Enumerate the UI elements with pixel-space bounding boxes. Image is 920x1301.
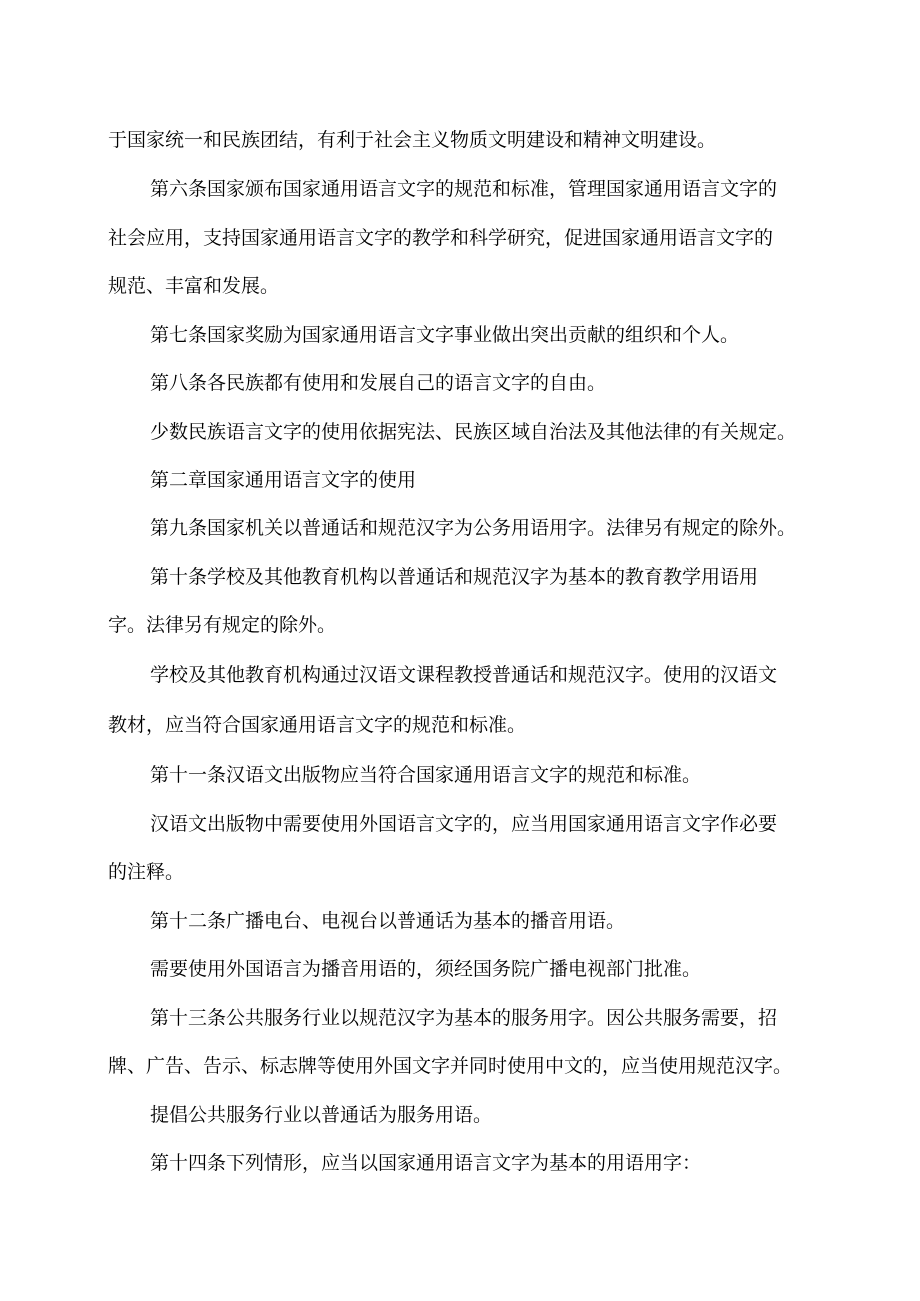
text-line: 第十四条下列情形，应当以国家通用语言文字为基本的用语用字：	[150, 1152, 702, 1174]
text-line: 规范、丰富和发展。	[108, 275, 280, 297]
text-line: 第十三条公共服务行业以规范汉字为基本的服务用字。因公共服务需要，招	[150, 1007, 778, 1029]
text-line: 第十二条广播电台、电视台以普通话为基本的播音用语。	[150, 910, 626, 932]
text-line: 牌、广告、告示、标志牌等使用外国文字并同时使用中文的，应当使用规范汉字。	[108, 1055, 793, 1077]
chapter-heading: 第二章国家通用语言文字的使用	[150, 469, 417, 491]
text-line: 第七条国家奖励为国家通用语言文字事业做出突出贡献的组织和个人。	[150, 324, 740, 346]
text-line: 第十一条汉语文出版物应当符合国家通用语言文字的规范和标准。	[150, 764, 702, 786]
text-line: 于国家统一和民族团结，有利于社会主义物质文明建设和精神文明建设。	[108, 129, 717, 151]
text-line: 汉语文出版物中需要使用外国语言文字的，应当用国家通用语言文字作必要	[150, 813, 778, 835]
text-line: 第八条各民族都有使用和发展自己的语言文字的自由。	[150, 372, 607, 394]
text-line: 需要使用外国语言为播音用语的，须经国务院广播电视部门批准。	[150, 958, 702, 980]
text-line: 第六条国家颁布国家通用语言文字的规范和标准，管理国家通用语言文字的	[150, 178, 778, 200]
text-line: 社会应用，支持国家通用语言文字的教学和科学研究，促进国家通用语言文字的	[108, 227, 774, 249]
text-line: 字。法律另有规定的除外。	[108, 614, 337, 636]
text-line: 第九条国家机关以普通话和规范汉字为公务用语用字。法律另有规定的除外。	[150, 517, 797, 539]
text-line: 的注释。	[108, 861, 185, 883]
text-line: 第十条学校及其他教育机构以普通话和规范汉字为基本的教育教学用语用	[150, 566, 759, 588]
text-line: 学校及其他教育机构通过汉语文课程教授普通话和规范汉字。使用的汉语文	[150, 664, 778, 686]
text-line: 少数民族语言文字的使用依据宪法、民族区域自治法及其他法律的有关规定。	[150, 421, 797, 443]
text-line: 教材，应当符合国家通用语言文字的规范和标准。	[108, 714, 527, 736]
text-line: 提倡公共服务行业以普通话为服务用语。	[150, 1104, 493, 1126]
